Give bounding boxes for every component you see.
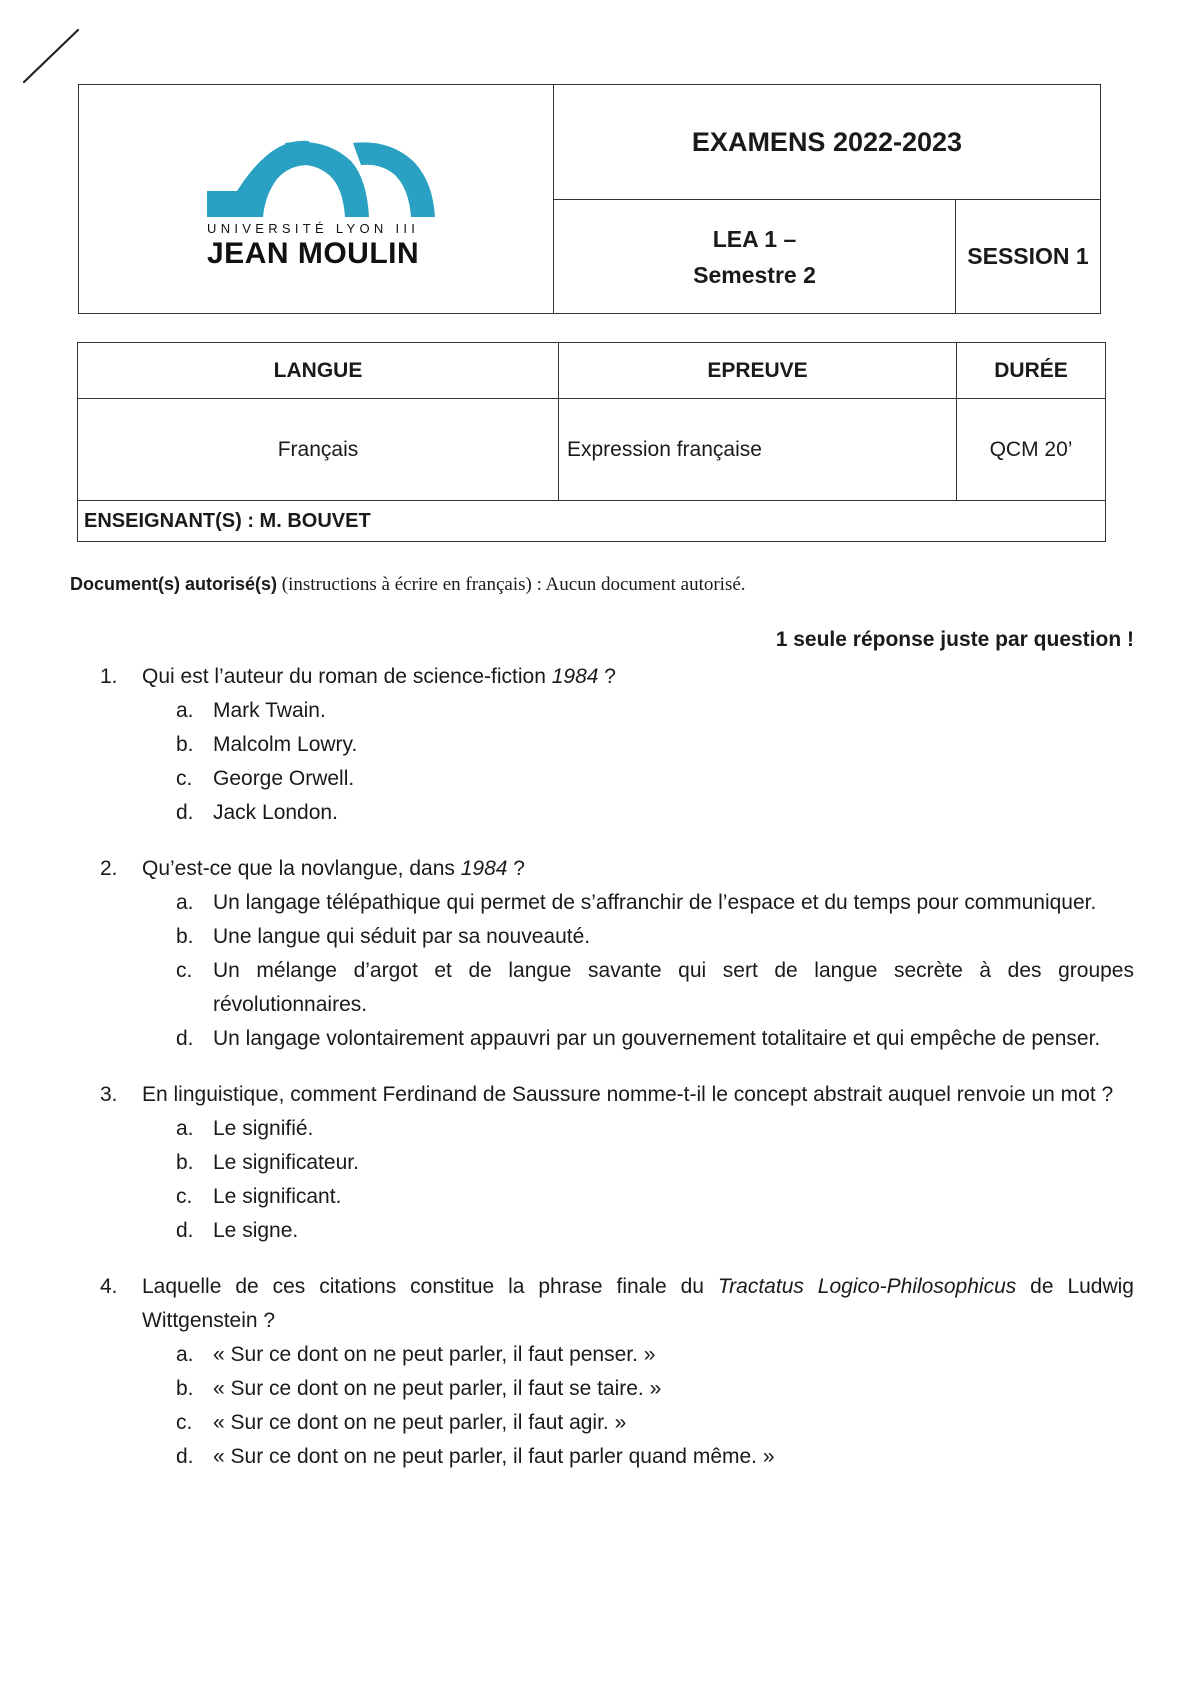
answer-letter: a. bbox=[176, 1117, 194, 1140]
answer-letter: d. bbox=[176, 801, 194, 824]
answer-list bbox=[100, 886, 1134, 1056]
question-number: 3. bbox=[100, 1083, 118, 1106]
answer-letter: c. bbox=[176, 767, 193, 790]
answer-option bbox=[176, 762, 1134, 796]
question-text bbox=[142, 660, 1134, 694]
answer-text: Un mélange d’argot et de langue savante qui sert de langue secrète à des groupes révolutionnaires. bbox=[213, 959, 1134, 1016]
answer-option bbox=[176, 954, 1134, 1022]
question-text-part: ? bbox=[507, 857, 525, 880]
answer-letter: d. bbox=[176, 1219, 194, 1242]
answer-option bbox=[176, 728, 1134, 762]
answer-text: Mark Twain. bbox=[213, 699, 326, 722]
exam-title: EXAMENS 2022-2023 bbox=[554, 85, 1100, 200]
question-text-part: Qui est l’auteur du roman de science-fiction bbox=[142, 665, 552, 688]
question-1 bbox=[100, 660, 1134, 830]
question-text bbox=[142, 1078, 1134, 1112]
question-stem bbox=[100, 660, 1134, 694]
answer-letter: b. bbox=[176, 1377, 194, 1400]
header-langue: LANGUE bbox=[78, 343, 559, 398]
answer-text: Le significateur. bbox=[213, 1151, 359, 1174]
exam-info-table bbox=[77, 342, 1106, 542]
answer-option bbox=[176, 920, 1134, 954]
exam-header-table bbox=[78, 84, 1101, 314]
answer-letter: d. bbox=[176, 1027, 194, 1050]
question-text-part: Qu’est-ce que la novlangue, dans bbox=[142, 857, 461, 880]
question-text-italic: Tractatus Logico-Philosophicus bbox=[717, 1275, 1017, 1298]
answer-option bbox=[176, 796, 1134, 830]
question-number: 2. bbox=[100, 857, 118, 880]
info-value-row bbox=[78, 399, 1105, 501]
header-bottom-row bbox=[554, 200, 1100, 313]
answer-text: « Sur ce dont on ne peut parler, il faut parler quand même. » bbox=[213, 1445, 775, 1468]
documents-label: Document(s) autorisé(s) bbox=[70, 574, 278, 594]
header-right-cells bbox=[554, 85, 1100, 313]
question-stem bbox=[100, 1270, 1134, 1338]
question-text-part: ? bbox=[598, 665, 616, 688]
logo-university-text: UNIVERSITÉ LYON III bbox=[207, 221, 420, 236]
question-4 bbox=[100, 1270, 1134, 1474]
answer-letter: b. bbox=[176, 1151, 194, 1174]
one-answer-note: 1 seule réponse juste par question ! bbox=[775, 628, 1134, 651]
answer-text: Un langage télépathique qui permet de s’affranchir de l’espace et du temps pour communiquer. bbox=[213, 891, 1097, 914]
answer-letter: a. bbox=[176, 891, 194, 914]
documents-instructions: (instructions à écrire en français) : Aucun document autorisé. bbox=[277, 574, 746, 595]
answer-option bbox=[176, 1146, 1134, 1180]
logo-arches-icon bbox=[205, 137, 437, 219]
answer-letter: c. bbox=[176, 1411, 193, 1434]
answer-option bbox=[176, 886, 1134, 920]
info-header-row bbox=[78, 343, 1105, 399]
answer-letter: a. bbox=[176, 1343, 194, 1366]
answer-letter: b. bbox=[176, 733, 194, 756]
answer-option bbox=[176, 1440, 1134, 1474]
question-number: 1. bbox=[100, 665, 118, 688]
question-stem bbox=[100, 852, 1134, 886]
answer-text: « Sur ce dont on ne peut parler, il faut penser. » bbox=[213, 1343, 656, 1366]
answer-text: George Orwell. bbox=[213, 767, 355, 790]
answer-list bbox=[100, 1112, 1134, 1248]
question-text-italic: 1984 bbox=[460, 857, 508, 880]
answer-text: Le signifié. bbox=[213, 1117, 314, 1140]
question-text bbox=[142, 852, 1134, 886]
question-text-part: Laquelle de ces citations constitue la phrase finale du bbox=[142, 1275, 718, 1298]
question-number: 4. bbox=[100, 1275, 118, 1298]
answer-option bbox=[176, 1022, 1134, 1056]
question-text-italic: 1984 bbox=[551, 665, 599, 688]
answer-option bbox=[176, 1112, 1134, 1146]
answer-text: Malcolm Lowry. bbox=[213, 733, 358, 756]
answer-letter: a. bbox=[176, 699, 194, 722]
header-epreuve: EPREUVE bbox=[559, 343, 957, 398]
level-line-1: LEA 1 – bbox=[712, 225, 797, 252]
answer-option bbox=[176, 694, 1134, 728]
answer-letter: c. bbox=[176, 1185, 193, 1208]
answer-list bbox=[100, 1338, 1134, 1474]
answer-letter: c. bbox=[176, 959, 193, 982]
answer-letter: d. bbox=[176, 1445, 194, 1468]
answer-text: Le significant. bbox=[213, 1185, 342, 1208]
answer-text: « Sur ce dont on ne peut parler, il faut agir. » bbox=[213, 1411, 627, 1434]
answer-option bbox=[176, 1214, 1134, 1248]
question-text-part: de Ludwig Wittgenstein ? bbox=[142, 1275, 1134, 1332]
answer-option bbox=[176, 1338, 1134, 1372]
level-line-2: Semestre 2 bbox=[693, 261, 816, 288]
documents-allowed-line bbox=[70, 574, 746, 596]
answer-letter: b. bbox=[176, 925, 194, 948]
question-stem bbox=[100, 1078, 1134, 1112]
question-2 bbox=[100, 852, 1134, 1056]
question-list bbox=[100, 660, 1134, 1496]
logo-name-text: JEAN MOULIN bbox=[207, 237, 420, 270]
value-epreuve: Expression française bbox=[559, 399, 957, 500]
answer-text: Jack London. bbox=[213, 801, 338, 824]
question-text-part: En linguistique, comment Ferdinand de Saussure nomme-t-il le concept abstrait auquel renvoie un mot ? bbox=[142, 1083, 1114, 1106]
answer-option bbox=[176, 1180, 1134, 1214]
value-langue: Français bbox=[78, 399, 559, 500]
university-logo bbox=[79, 85, 554, 313]
header-duree: DURÉE bbox=[994, 358, 1068, 382]
question-text bbox=[142, 1270, 1134, 1338]
answer-list bbox=[100, 694, 1134, 830]
value-duree: QCM 20’ bbox=[989, 437, 1073, 461]
answer-option bbox=[176, 1372, 1134, 1406]
answer-text: Une langue qui séduit par sa nouveauté. bbox=[213, 925, 591, 948]
answer-text: Un langage volontairement appauvri par un gouvernement totalitaire et qui empêche de penser. bbox=[213, 1027, 1101, 1050]
answer-text: « Sur ce dont on ne peut parler, il faut se taire. » bbox=[213, 1377, 662, 1400]
session-cell: SESSION 1 bbox=[967, 243, 1089, 269]
teacher-row: ENSEIGNANT(S) : M. BOUVET bbox=[84, 509, 371, 532]
answer-option bbox=[176, 1406, 1134, 1440]
answer-text: Le signe. bbox=[213, 1219, 299, 1242]
level-cell bbox=[554, 200, 956, 313]
question-3 bbox=[100, 1078, 1134, 1248]
